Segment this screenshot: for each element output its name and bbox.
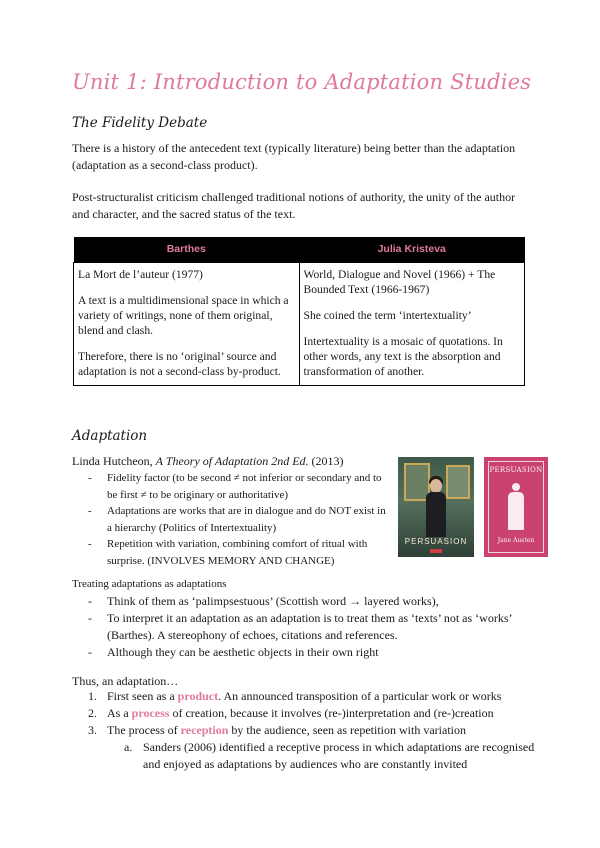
cover2-title: PERSUASION (489, 466, 543, 474)
kristeva-term: She coined the term ‘intertextuality’ (303, 309, 472, 322)
item-number: 3. (88, 723, 97, 737)
item-text: First seen as a (107, 689, 178, 703)
item-text: of creation, because it involves (re-)interpretation and (re-)creation (169, 706, 494, 720)
netflix-badge (430, 549, 442, 553)
reference-title: A Theory of Adaptation 2nd Ed. (155, 454, 309, 468)
header-barthes: Barthes (74, 237, 300, 263)
table-row (74, 263, 525, 386)
table-header-row (74, 237, 525, 263)
list-item: - Although they can be aesthetic objects in their own right (88, 644, 538, 661)
comparison-table (73, 237, 525, 386)
barthes-definition: A text is a multidimensional space in which a variety of writings, none of them original, blend and clash. (78, 294, 289, 337)
figure-head (512, 483, 520, 491)
list-item (124, 739, 548, 773)
item-number: 2. (88, 706, 97, 720)
lady-figure-illustration (506, 483, 526, 531)
highlight-process: process (131, 706, 170, 720)
figure-dress (508, 492, 524, 530)
list-item: - Repetition with variation, combining comfort of ritual with surprise. (INVOLVES MEMORY AND CHANGE) (88, 536, 388, 569)
hutcheon-bullets (88, 470, 388, 569)
highlight-reception: reception (180, 723, 229, 737)
list-item (88, 705, 548, 722)
highlight-product: product (177, 689, 219, 703)
cover1-title: PERSUASION (404, 537, 468, 546)
kristeva-cell (299, 263, 525, 386)
item-text: As a (107, 706, 132, 720)
list-item: - Fidelity factor (to be second ≠ not inferior or secondary and to be first ≠ to be originary or authoritative) (88, 470, 388, 503)
fidelity-paragraph-1: There is a history of the antecedent text (typically literature) being better than the adaptation (adaptation as a second-class product). (72, 141, 516, 172)
list-item: - Think of them as ‘palimpsestuous’ (Scottish word → layered works), (88, 593, 538, 610)
barthes-work: La Mort de l’auteur (1977) (78, 268, 203, 281)
sub-list (107, 739, 548, 773)
item-text: . An announced transposition of a particular work or works (218, 689, 502, 703)
list-item (88, 722, 548, 773)
kristeva-works: World, Dialogue and Novel (1966) + The Bounded Text (1966-1967) (303, 268, 496, 296)
reference-year: (2013) (308, 454, 344, 468)
sub-item-text: Sanders (2006) identified a receptive process in which adaptations are recognised and enjoyed as adaptations by audiences who are constantly invited (143, 740, 535, 771)
sub-item-letter: a. (124, 740, 133, 754)
item-text: The process of (107, 723, 181, 737)
header-kristeva: Julia Kristeva (299, 237, 525, 263)
thus-line: Thus, an adaptation… (72, 674, 179, 688)
fidelity-heading: The Fidelity Debate (72, 115, 208, 131)
persuasion-book-cover-image (484, 457, 548, 557)
treating-heading: Treating adaptations as adaptations (72, 578, 227, 590)
item-text: by the audience, seen as repetition with variation (228, 723, 466, 737)
barthes-conclusion: Therefore, there is no ‘original’ source and adaptation is not a second-class by-product. (78, 350, 281, 378)
barthes-cell (74, 263, 300, 386)
kristeva-definition: Intertextuality is a mosaic of quotations. In other words, any text is the absorption and transformation of another. (303, 335, 503, 378)
painting-frame (446, 465, 470, 499)
list-item (88, 688, 548, 705)
list-item: - Adaptations are works that are in dialogue and do NOT exist in a hierarchy (Politics of Intertextuality) (88, 503, 388, 536)
list-item: - To interpret it an adaptation as an adaptation is to treat them as ‘texts’ not as ‘works’ (Barthes). A stereophony of echoes, citations and references. (88, 610, 538, 644)
numbered-list (88, 688, 548, 773)
reference-author: Linda Hutcheon, (72, 454, 156, 468)
hutcheon-reference (72, 453, 392, 470)
cover2-author: Jane Austen (497, 537, 535, 544)
figure-head (430, 479, 442, 493)
adaptation-heading: Adaptation (72, 428, 148, 444)
treating-bullets (88, 593, 538, 661)
fidelity-paragraph-2: Post-structuralist criticism challenged traditional notions of authority, the unity of the author and character, and the sacred status of the text. (72, 190, 516, 221)
page-title: Unit 1: Introduction to Adaptation Studies (72, 70, 532, 94)
item-number: 1. (88, 689, 97, 703)
figure-body (426, 492, 446, 537)
persuasion-film-cover-image (398, 457, 474, 557)
